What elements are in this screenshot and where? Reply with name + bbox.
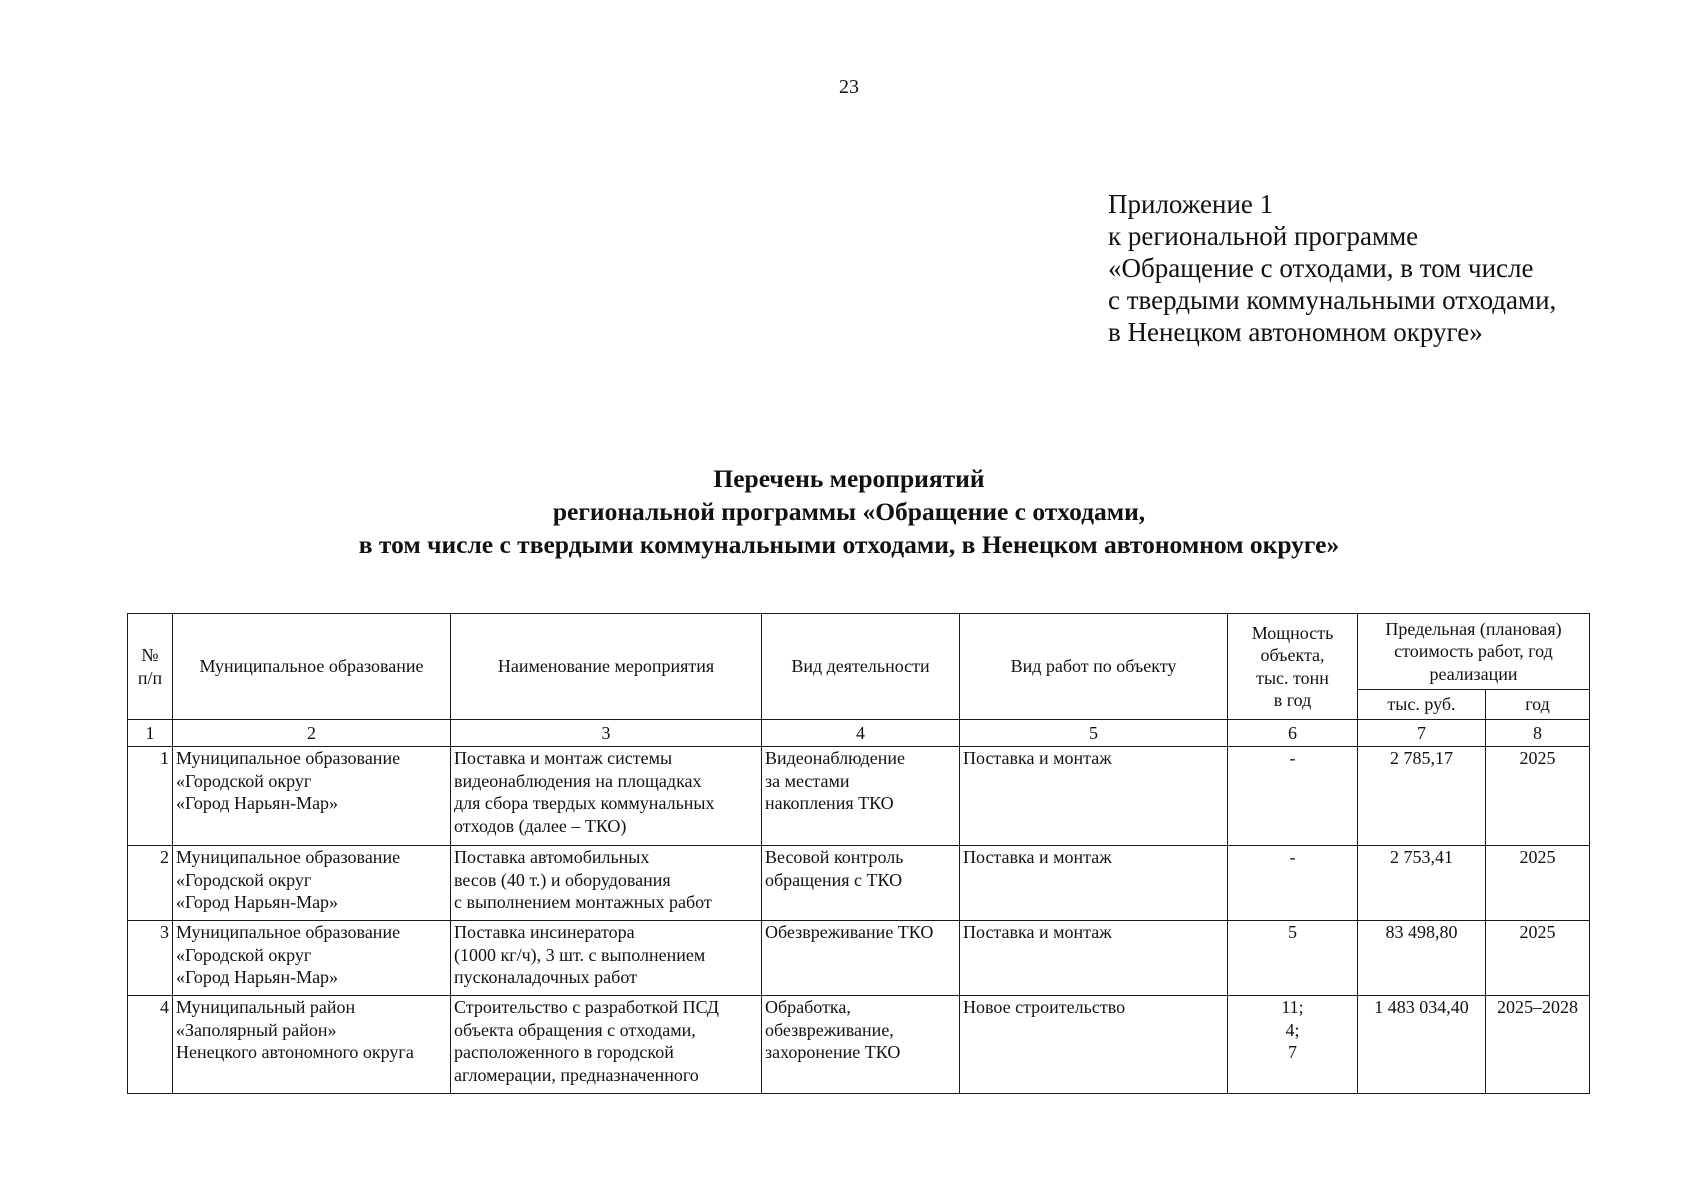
row-work-type: Новое строительство — [960, 996, 1228, 1094]
column-number: 8 — [1486, 720, 1590, 747]
header-cost-group: Предельная (плановая) стоимость работ, год реализации — [1358, 614, 1590, 690]
row-num: 3 — [128, 921, 173, 996]
header-work-type: Вид работ по объекту — [960, 614, 1228, 720]
header-num: № п/п — [128, 614, 173, 720]
page-number: 23 — [839, 76, 859, 98]
row-measure: Поставка и монтаж системы видеонаблюдения на площадках для сбора твердых коммунальных отходов (далее – ТКО) — [451, 747, 762, 846]
row-activity: Видеонаблюдение за местами накопления ТКО — [762, 747, 960, 846]
column-number: 3 — [451, 720, 762, 747]
row-work-type: Поставка и монтаж — [960, 921, 1228, 996]
row-year: 2025 — [1486, 747, 1590, 846]
header-activity: Вид деятельности — [762, 614, 960, 720]
row-cost: 83 498,80 — [1358, 921, 1486, 996]
row-num: 4 — [128, 996, 173, 1094]
row-capacity: 5 — [1228, 921, 1358, 996]
table-row — [128, 996, 1590, 1094]
row-year: 2025 — [1486, 921, 1590, 996]
row-work-type: Поставка и монтаж — [960, 747, 1228, 846]
row-capacity: 11; 4; 7 — [1228, 996, 1358, 1094]
column-number: 2 — [173, 720, 451, 747]
row-capacity: - — [1228, 747, 1358, 846]
column-number: 5 — [960, 720, 1228, 747]
column-number: 4 — [762, 720, 960, 747]
row-cost: 2 785,17 — [1358, 747, 1486, 846]
row-municipality: Муниципальное образование «Городской округ «Город Нарьян-Мар» — [173, 747, 451, 846]
row-activity: Весовой контроль обращения с ТКО — [762, 846, 960, 921]
row-cost: 2 753,41 — [1358, 846, 1486, 921]
table-row — [128, 747, 1590, 846]
header-measure: Наименование мероприятия — [451, 614, 762, 720]
row-measure: Строительство с разработкой ПСД объекта обращения с отходами, расположенного в городской агломерации, предназначенного — [451, 996, 762, 1094]
appendix-line: к региональной программе — [1108, 221, 1419, 251]
row-activity: Обезвреживание ТКО — [762, 921, 960, 996]
title-line: в том числе с твердыми коммунальными отходами, в Ненецком автономном округе» — [358, 530, 1340, 559]
row-cost: 1 483 034,40 — [1358, 996, 1486, 1094]
row-municipality: Муниципальный район «Заполярный район» Ненецкого автономного округа — [173, 996, 451, 1094]
header-municipality: Муниципальное образование — [173, 614, 451, 720]
row-activity: Обработка, обезвреживание, захоронение ТКО — [762, 996, 960, 1094]
column-number: 7 — [1358, 720, 1486, 747]
row-year: 2025 — [1486, 846, 1590, 921]
column-number: 6 — [1228, 720, 1358, 747]
row-work-type: Поставка и монтаж — [960, 846, 1228, 921]
row-year: 2025–2028 — [1486, 996, 1590, 1094]
header-cost: тыс. руб. — [1358, 690, 1486, 720]
table-row — [128, 921, 1590, 996]
appendix-note — [1108, 188, 1556, 348]
table-row — [128, 846, 1590, 921]
row-measure: Поставка автомобильных весов (40 т.) и оборудования с выполнением монтажных работ — [451, 846, 762, 921]
appendix-line: «Обращение с отходами, в том числе — [1108, 253, 1534, 283]
document-title — [0, 462, 1698, 561]
appendix-line: Приложение 1 — [1108, 189, 1274, 219]
row-num: 2 — [128, 846, 173, 921]
appendix-line: в Ненецком автономном округе» — [1108, 317, 1483, 347]
row-municipality: Муниципальное образование «Городской округ «Город Нарьян-Мар» — [173, 921, 451, 996]
row-num: 1 — [128, 747, 173, 846]
row-measure: Поставка инсинератора (1000 кг/ч), 3 шт. с выполнением пусконаладочных работ — [451, 921, 762, 996]
row-municipality: Муниципальное образование «Городской округ «Город Нарьян-Мар» — [173, 846, 451, 921]
title-line: региональной программы «Обращение с отходами, — [552, 497, 1146, 526]
appendix-line: с твердыми коммунальными отходами, — [1108, 285, 1557, 315]
row-capacity: - — [1228, 846, 1358, 921]
header-capacity: Мощность объекта, тыс. тонн в год — [1228, 614, 1358, 720]
measures-table — [127, 613, 1590, 1094]
title-line: Перечень мероприятий — [713, 464, 985, 493]
column-number-row — [128, 720, 1590, 747]
header-year: год — [1486, 690, 1590, 720]
column-number: 1 — [128, 720, 173, 747]
